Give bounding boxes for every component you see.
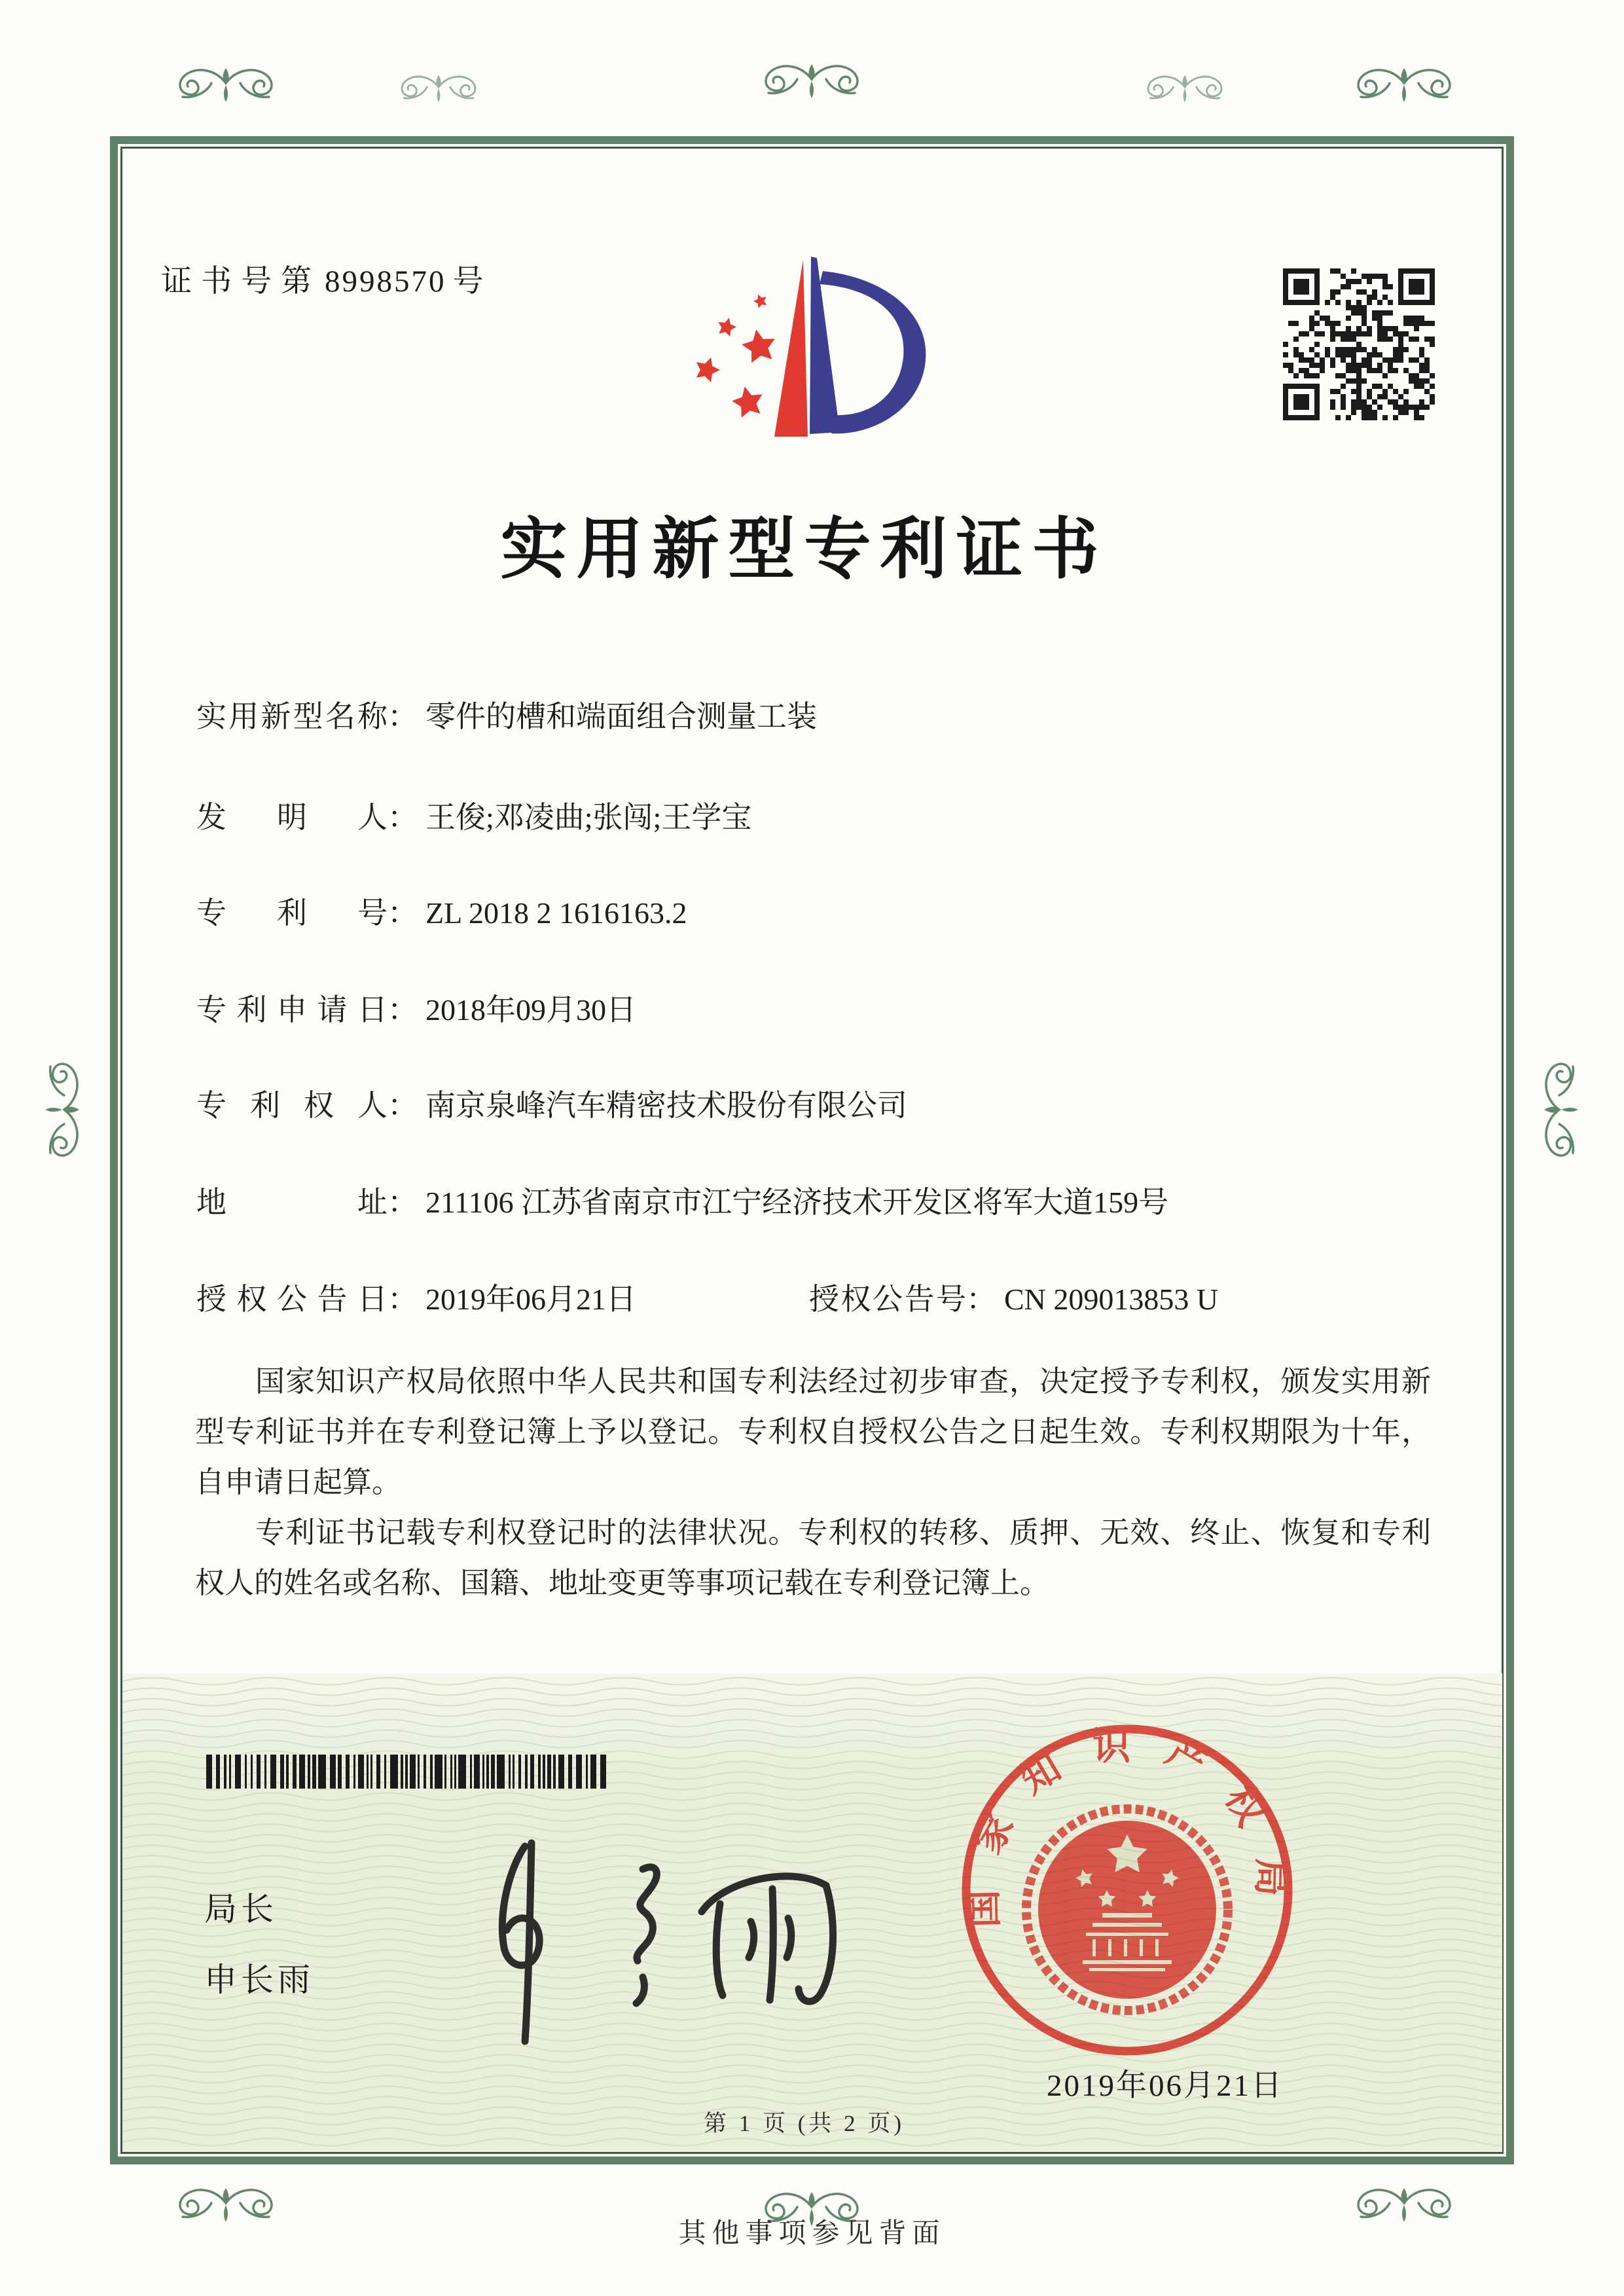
barcode-bar: [454, 1755, 456, 1789]
field-colon: ：: [966, 1283, 996, 1316]
cnipa-patent-logo-icon: [689, 215, 944, 444]
barcode-bar: [600, 1755, 606, 1789]
barcode-bar: [558, 1755, 564, 1789]
commissioner-title: 局长: [204, 1891, 278, 1927]
barcode-icon: [206, 1755, 613, 1789]
field-label: 专利申请日: [196, 993, 388, 1027]
barcode-bar: [367, 1755, 369, 1789]
field-colon: ：: [388, 1089, 418, 1122]
barcode-bar: [525, 1755, 528, 1789]
barcode-bar: [509, 1755, 511, 1789]
field-label: 实用新型名称: [196, 700, 388, 733]
barcode-bar: [543, 1755, 545, 1789]
border-flourish-right: [1536, 1038, 1582, 1182]
field-colon: ：: [388, 1186, 418, 1219]
field-colon: ：: [388, 801, 418, 834]
barcode-bar: [470, 1755, 472, 1789]
barcode-bar: [518, 1755, 521, 1789]
barcode-bar: [538, 1755, 541, 1789]
field-value: 2019年06月21日: [425, 1283, 636, 1316]
barcode-bar: [418, 1755, 420, 1789]
barcode-bar: [458, 1755, 466, 1789]
legal-text: [195, 1357, 1431, 1609]
barcode-bar: [257, 1755, 261, 1789]
border-flourish-top-center: [740, 56, 884, 102]
field-row-filing-date: [196, 986, 1440, 1029]
border-flourish-left: [41, 1038, 87, 1182]
barcode-bar: [312, 1755, 316, 1789]
seal-date: 2019年06月21日: [1047, 2069, 1284, 2103]
barcode-bar: [224, 1755, 226, 1789]
barcode-bar: [370, 1755, 372, 1789]
barcode-bar: [270, 1755, 276, 1789]
barcode-bar: [497, 1755, 505, 1789]
barcode-bar: [513, 1755, 514, 1789]
field-value: 211106 江苏省南京市江宁经济技术开发区将军大道159号: [425, 1186, 1169, 1219]
field-colon: ：: [388, 1283, 418, 1316]
barcode-bar: [568, 1755, 572, 1789]
barcode-bar: [353, 1755, 355, 1789]
barcode-bar: [206, 1755, 212, 1789]
barcode-bar: [474, 1755, 480, 1789]
barcode-bar: [586, 1755, 588, 1789]
barcode-bar: [401, 1755, 403, 1789]
logo-red-stars: [692, 292, 778, 419]
legal-paragraph-1: 国家知识产权局依照中华人民共和国专利法经过初步审查，决定授予专利权，颁发实用新型专利证书并在专利登记簿上予以登记。专利权自授权公告之日起生效。专利权期限为十年，自申请日起算。: [195, 1365, 1431, 1499]
barcode-bar: [293, 1755, 297, 1789]
barcode-bar: [405, 1755, 408, 1789]
field-row-inventors: [196, 793, 1440, 837]
barcode-bar: [486, 1755, 489, 1789]
border-flourish-top-q2: [1127, 69, 1242, 105]
legal-paragraph-2: 专利证书记载专利权登记时的法律状况。专利权的转移、质押、无效、终止、恢复和专利权人的姓名或名称、国籍、地址变更等事项记载在专利登记簿上。: [195, 1516, 1431, 1599]
barcode-bar: [308, 1755, 310, 1789]
barcode-bar: [491, 1755, 495, 1789]
barcode-bar: [280, 1755, 284, 1789]
field-colon: ：: [388, 700, 418, 733]
field-label: 授权公告号: [809, 1283, 966, 1316]
commissioner-name: 申长雨: [204, 1961, 314, 1998]
field-value: ZL 2018 2 1616163.2: [425, 896, 687, 930]
barcode-bar: [444, 1755, 446, 1789]
border-flourish-top-q1: [381, 69, 496, 105]
barcode-bar: [376, 1755, 380, 1789]
barcode-bar: [590, 1755, 596, 1789]
barcode-bar: [576, 1755, 582, 1789]
barcode-bar: [358, 1755, 364, 1789]
field-value: CN 209013853 U: [1004, 1283, 1219, 1316]
back-note: 其他事项参见背面: [678, 2219, 946, 2249]
barcode-bar: [245, 1755, 247, 1789]
certificate-number-value: 8998570: [325, 264, 446, 299]
field-label: 地址: [196, 1186, 388, 1219]
certificate-title: 实用新型专利证书: [500, 513, 1108, 587]
barcode-bar: [338, 1755, 342, 1789]
field-row-patent-number: [196, 889, 1440, 932]
barcode-bar: [384, 1755, 386, 1789]
field-row-address: [196, 1178, 1440, 1222]
field-pair-grant-number: [809, 1275, 1218, 1319]
barcode-bar: [482, 1755, 484, 1789]
border-flourish-top-left: [154, 60, 298, 106]
certificate-number: [161, 257, 484, 301]
field-label: 专利权人: [196, 1089, 388, 1122]
page-number: 第 1 页 (共 2 页): [703, 2111, 905, 2136]
field-row-patentee: [196, 1082, 1440, 1125]
barcode-bar: [450, 1755, 452, 1789]
barcode-bar: [547, 1755, 551, 1789]
barcode-bar: [251, 1755, 253, 1789]
barcode-bar: [229, 1755, 231, 1789]
national-emblem-icon: [1026, 1809, 1228, 2011]
barcode-bar: [330, 1755, 336, 1789]
certificate-number-prefix: 证书号第: [161, 264, 321, 299]
cnipa-red-seal-icon: [952, 1717, 1306, 2070]
barcode-bar: [235, 1755, 241, 1789]
barcode-bar: [390, 1755, 398, 1789]
certificate-number-suffix: 号: [452, 264, 484, 299]
field-row-grant-date: [196, 1275, 1440, 1319]
barcode-bar: [346, 1755, 350, 1789]
barcode-bar: [216, 1755, 220, 1789]
barcode-bar: [530, 1755, 534, 1789]
barcode-bar: [435, 1755, 442, 1789]
field-value: 零件的槽和端面组合测量工装: [425, 700, 817, 733]
field-row-utility-model-name: [196, 693, 1440, 736]
logo-red-wedge: [774, 260, 808, 437]
field-colon: ：: [388, 993, 418, 1027]
barcode-bar: [264, 1755, 266, 1789]
barcode-bar: [410, 1755, 416, 1789]
field-value: 南京泉峰汽车精密技术股份有限公司: [425, 1089, 907, 1122]
field-label: 专利号: [196, 896, 388, 930]
field-label: 授权公告日: [196, 1283, 388, 1316]
barcode-bar: [553, 1755, 556, 1789]
seal-agency-text: 国家知识产权局: [961, 1724, 1293, 1929]
field-colon: ：: [388, 896, 418, 930]
field-value: 2018年09月30日: [425, 993, 636, 1027]
field-value: 王俊;邓凌曲;张闯;王学宝: [425, 801, 752, 834]
barcode-bar: [299, 1755, 305, 1789]
handwritten-signature-icon: [427, 1827, 851, 2049]
barcode-bar: [286, 1755, 289, 1789]
qr-code-icon: [1280, 266, 1437, 423]
field-label: 发明人: [196, 801, 388, 834]
barcode-bar: [430, 1755, 433, 1789]
barcode-bar: [318, 1755, 326, 1789]
barcode-bar: [424, 1755, 426, 1789]
border-flourish-top-right: [1332, 60, 1476, 106]
